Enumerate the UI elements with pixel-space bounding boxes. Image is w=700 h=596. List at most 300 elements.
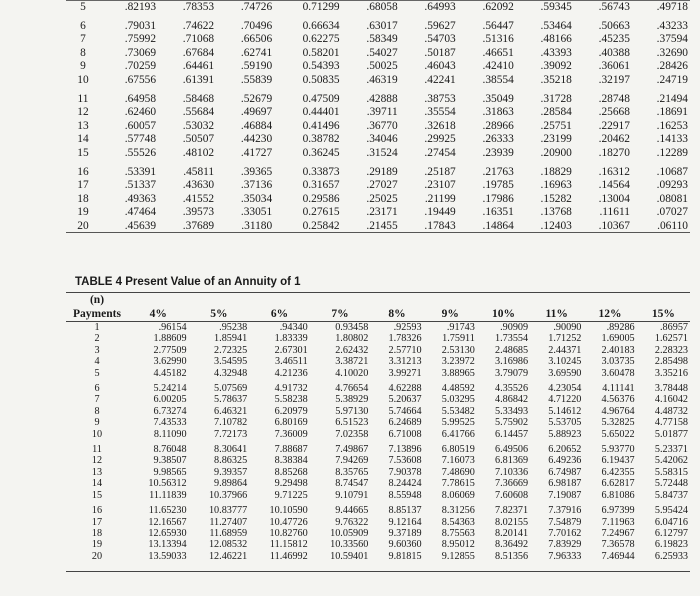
table-row: [66, 147, 690, 161]
value-cell: .91743: [446, 322, 475, 333]
value-cell: 8.36492: [495, 539, 529, 551]
value-cell: .90909: [500, 322, 529, 333]
table-row: [66, 551, 690, 562]
value-cell: 13.59033: [148, 550, 187, 562]
value-cell: .70259: [124, 60, 157, 73]
period-cell: 8: [80, 46, 86, 59]
period-cell: 6: [80, 19, 86, 32]
period-cell: 10: [77, 73, 89, 86]
value-cell: .57748: [124, 133, 157, 146]
value-cell: .35218: [540, 73, 572, 86]
value-cell: .55839: [240, 73, 273, 86]
value-cell: .21763: [482, 165, 514, 178]
table-row: [66, 193, 690, 207]
annuity-table-body: [66, 322, 690, 563]
value-cell: 5.93770: [601, 444, 635, 456]
rate-header: 7%: [310, 307, 371, 322]
value-cell: 4.62288: [388, 383, 422, 395]
value-cell: 7.13896: [388, 444, 422, 456]
rate-header: 6%: [249, 307, 310, 322]
value-cell: 9.39357: [214, 466, 248, 478]
value-cell: 7.82371: [495, 505, 529, 517]
payments-cell: 1: [94, 322, 100, 333]
value-cell: 2.28323: [654, 344, 688, 356]
value-cell: .55684: [182, 106, 215, 119]
value-cell: .33051: [240, 206, 273, 219]
value-cell: 4.76654: [335, 383, 369, 395]
value-cell: 4.23054: [548, 383, 582, 395]
value-cell: 0.50835: [302, 73, 340, 86]
value-cell: 10.47726: [269, 516, 308, 528]
value-cell: 4.91732: [274, 383, 308, 395]
value-cell: .32197: [598, 73, 630, 86]
value-cell: .62092: [482, 1, 514, 13]
value-cell: 6.14457: [495, 428, 529, 440]
table-row: [66, 93, 690, 107]
value-cell: 12.16567: [148, 516, 187, 528]
table-row: [66, 467, 690, 478]
value-cell: 9.37189: [388, 527, 422, 539]
value-cell: .20900: [540, 146, 572, 159]
value-cell: 6.80519: [441, 444, 475, 456]
value-cell: 7.19087: [548, 489, 582, 501]
payments-cell: 14: [91, 478, 103, 490]
value-cell: 2.57710: [388, 344, 422, 356]
table-row: [66, 206, 690, 220]
period-cell: 14: [77, 133, 89, 146]
value-cell: 6.73274: [153, 405, 187, 417]
value-cell: .42888: [366, 92, 398, 105]
rate-header: 8%: [370, 307, 423, 322]
value-cell: .24719: [656, 73, 688, 86]
value-cell: .21455: [366, 219, 398, 232]
value-cell: .46651: [482, 46, 514, 59]
table-row: [66, 33, 690, 47]
value-cell: .45235: [598, 33, 630, 46]
payments-cell: 12: [91, 455, 103, 467]
value-cell: 5.78637: [214, 394, 248, 406]
value-cell: 6.97399: [601, 505, 635, 517]
payments-cell: 15: [91, 489, 103, 501]
value-cell: 2.62432: [335, 344, 369, 356]
table-row: [66, 528, 690, 539]
value-cell: 10.33560: [330, 539, 369, 551]
value-cell: .60057: [124, 119, 157, 132]
value-cell: 5.58315: [654, 466, 688, 478]
value-cell: 6.00205: [153, 394, 187, 406]
value-cell: .25668: [598, 106, 630, 119]
value-cell: .55526: [124, 146, 157, 159]
value-cell: 8.31256: [441, 505, 475, 517]
value-cell: .46043: [424, 60, 456, 73]
value-cell: 5.65022: [601, 428, 635, 440]
value-cell: 7.83929: [548, 539, 582, 551]
value-cell: .25187: [424, 165, 456, 178]
value-cell: 0.44401: [302, 106, 340, 119]
value-cell: 11.11839: [149, 489, 187, 501]
value-cell: .59627: [424, 19, 456, 32]
value-cell: .31524: [366, 146, 398, 159]
value-cell: 5.42062: [654, 455, 688, 467]
value-cell: 4.96764: [601, 405, 635, 417]
value-cell: .64958: [124, 92, 157, 105]
value-cell: .13768: [540, 206, 572, 219]
value-cell: .14564: [598, 179, 630, 192]
header-n: (n): [89, 294, 105, 306]
value-cell: 2.72325: [214, 344, 248, 356]
table-row: [66, 406, 690, 417]
value-cell: 6.20652: [548, 444, 582, 456]
value-cell: 8.35765: [335, 466, 369, 478]
value-cell: .95238: [219, 322, 248, 333]
value-cell: .49697: [240, 106, 273, 119]
value-cell: 1.78326: [388, 333, 422, 345]
value-cell: .64993: [424, 1, 456, 13]
value-cell: 12.08532: [208, 539, 248, 551]
value-cell: 11.15812: [269, 539, 308, 551]
value-cell: .62741: [240, 46, 273, 59]
value-cell: 2.48685: [495, 344, 529, 356]
value-cell: .28426: [656, 60, 688, 73]
value-cell: .19785: [482, 179, 514, 192]
table-row: [66, 74, 690, 88]
value-cell: .13004: [598, 192, 630, 205]
value-cell: .89286: [606, 322, 635, 333]
value-cell: 5.74664: [388, 405, 422, 417]
value-cell: 7.10782: [214, 417, 248, 429]
payments-cell: 13: [91, 466, 103, 478]
value-cell: .35554: [424, 106, 456, 119]
value-cell: 0.25842: [302, 219, 340, 232]
period-cell: 11: [77, 92, 89, 105]
value-cell: .62460: [124, 106, 157, 119]
value-cell: 4.48732: [654, 405, 688, 417]
value-cell: 6.20979: [274, 405, 308, 417]
table-row: [66, 429, 690, 440]
value-cell: 7.78615: [441, 478, 475, 490]
value-cell: 3.03735: [601, 356, 635, 368]
value-cell: .25025: [366, 192, 398, 205]
value-cell: .74726: [240, 1, 273, 13]
value-cell: 11.27407: [209, 516, 248, 528]
value-cell: .46884: [240, 119, 273, 132]
value-cell: 7.36578: [601, 539, 635, 551]
value-cell: 7.11963: [601, 516, 635, 528]
value-cell: 9.12855: [441, 550, 475, 562]
value-cell: 3.99271: [388, 367, 422, 379]
payments-cell: 16: [91, 505, 103, 517]
value-cell: .31863: [482, 106, 514, 119]
value-cell: .51337: [124, 179, 157, 192]
value-cell: 3.79079: [495, 367, 529, 379]
value-cell: 1.62571: [654, 333, 688, 345]
value-cell: 4.45182: [153, 367, 187, 379]
value-cell: 0.29586: [302, 192, 340, 205]
value-cell: 7.10336: [495, 466, 529, 478]
annuity-table-bottom-rule: [66, 571, 690, 572]
value-cell: 10.37966: [208, 489, 248, 501]
table-row: [66, 333, 690, 344]
value-cell: 10.05909: [330, 527, 369, 539]
value-cell: 3.35216: [654, 367, 688, 379]
value-cell: 8.74547: [335, 478, 369, 490]
value-cell: 7.37916: [548, 505, 582, 517]
value-cell: 7.36009: [274, 428, 308, 440]
rate-header: 5%: [189, 307, 250, 322]
value-cell: .82193: [124, 1, 157, 13]
value-cell: 5.01877: [654, 428, 688, 440]
value-cell: 3.62990: [153, 356, 187, 368]
value-cell: 7.53608: [388, 455, 422, 467]
value-cell: .23107: [424, 179, 456, 192]
value-cell: 2.40183: [601, 344, 635, 356]
value-cell: .49363: [124, 192, 157, 205]
value-cell: 3.23972: [441, 356, 475, 368]
value-cell: 11.46992: [269, 550, 308, 562]
value-cell: 9.10791: [335, 489, 369, 501]
value-cell: 9.98565: [153, 466, 187, 478]
value-cell: 1.83339: [274, 333, 308, 345]
value-cell: .54027: [366, 46, 398, 59]
value-cell: .27027: [366, 179, 398, 192]
value-cell: .28584: [540, 106, 572, 119]
value-cell: 10.56312: [148, 478, 187, 490]
payments-cell: 17: [91, 516, 103, 528]
value-cell: .53032: [182, 119, 215, 132]
value-cell: 6.12797: [654, 527, 688, 539]
period-cell: 15: [77, 146, 89, 159]
value-cell: .16963: [540, 179, 572, 192]
value-cell: .59190: [240, 60, 273, 73]
table-row: [66, 60, 690, 74]
value-cell: .40388: [598, 46, 630, 59]
value-cell: 5.53705: [548, 417, 582, 429]
rate-header: 10%: [477, 307, 530, 322]
value-cell: .47464: [124, 206, 157, 219]
table-row: [66, 394, 690, 405]
value-cell: .31728: [540, 92, 572, 105]
period-cell: 7: [80, 33, 86, 46]
value-cell: 8.85137: [388, 505, 422, 517]
value-cell: 4.32948: [214, 367, 248, 379]
value-cell: 8.76048: [153, 444, 187, 456]
value-cell: .39711: [366, 106, 398, 119]
period-cell: 5: [80, 1, 86, 13]
value-cell: .23939: [482, 146, 514, 159]
value-cell: 5.88923: [548, 428, 582, 440]
value-cell: .28748: [598, 92, 630, 105]
table-row: [66, 455, 690, 466]
value-cell: 9.60360: [388, 539, 422, 551]
rate-header: 12%: [583, 307, 636, 322]
payments-cell: 9: [94, 417, 100, 429]
value-cell: .22917: [598, 119, 630, 132]
table-row: [66, 490, 690, 501]
value-cell: 5.23371: [654, 444, 688, 456]
value-cell: .44230: [240, 133, 273, 146]
value-cell: 5.53482: [441, 405, 475, 417]
value-cell: .21199: [424, 192, 456, 205]
value-cell: 5.58238: [274, 394, 308, 406]
value-cell: 2.67301: [274, 344, 308, 356]
table-row: [66, 356, 690, 367]
value-cell: .43233: [656, 19, 688, 32]
value-cell: 9.81815: [388, 550, 422, 562]
value-cell: 8.95012: [441, 539, 475, 551]
value-cell: .67684: [182, 46, 215, 59]
value-cell: 11.68959: [209, 527, 248, 539]
value-cell: .09293: [656, 179, 688, 192]
payments-cell: 2: [94, 333, 100, 345]
period-cell: 12: [77, 106, 89, 119]
value-cell: 5.72448: [654, 478, 688, 490]
value-cell: 6.19437: [601, 455, 635, 467]
value-cell: 9.71225: [274, 489, 308, 501]
rate-header: 15%: [637, 307, 690, 322]
value-cell: 6.41766: [441, 428, 475, 440]
value-cell: .50507: [182, 133, 215, 146]
value-cell: 3.69590: [548, 367, 582, 379]
value-cell: .42241: [424, 73, 456, 86]
value-cell: 7.48690: [441, 466, 475, 478]
rate-header: 4%: [128, 307, 189, 322]
value-cell: 10.59401: [330, 550, 369, 562]
value-cell: 8.02155: [495, 516, 529, 528]
value-cell: .66506: [240, 33, 273, 46]
value-cell: 4.35526: [495, 383, 529, 395]
value-cell: 5.33493: [495, 405, 529, 417]
value-cell: .41552: [182, 192, 215, 205]
value-cell: 7.16073: [441, 455, 475, 467]
value-cell: .29189: [366, 165, 398, 178]
value-cell: 4.16042: [654, 394, 688, 406]
value-cell: 2.85498: [654, 356, 688, 368]
value-cell: .68058: [366, 1, 398, 13]
value-cell: .59345: [540, 1, 572, 13]
value-cell: 6.80169: [274, 417, 308, 429]
value-cell: 0.38782: [302, 133, 340, 146]
value-cell: .23199: [540, 133, 572, 146]
value-cell: .42410: [482, 60, 514, 73]
value-cell: 2.53130: [441, 344, 475, 356]
value-cell: 10.10590: [269, 505, 308, 517]
value-cell: 0.27615: [302, 206, 340, 219]
value-cell: .63017: [366, 19, 398, 32]
value-cell: 9.38507: [153, 455, 187, 467]
value-cell: .90090: [553, 322, 582, 333]
value-cell: .51316: [482, 33, 514, 46]
value-cell: 4.10020: [335, 367, 369, 379]
value-cell: .34046: [366, 133, 398, 146]
value-cell: 7.02358: [335, 428, 369, 440]
table-row: [66, 539, 690, 550]
value-cell: .29925: [424, 133, 456, 146]
value-cell: 5.38929: [335, 394, 369, 406]
value-cell: 8.54363: [441, 516, 475, 528]
value-cell: 7.96333: [548, 550, 582, 562]
value-cell: .38554: [482, 73, 514, 86]
value-cell: .45811: [183, 165, 215, 178]
value-cell: .27454: [424, 146, 456, 159]
value-cell: .58468: [182, 92, 215, 105]
value-cell: .12289: [656, 146, 688, 159]
value-cell: 6.42355: [601, 466, 635, 478]
value-cell: 9.89864: [214, 478, 248, 490]
value-cell: 11.65230: [148, 505, 187, 517]
value-cell: 1.69005: [601, 333, 635, 345]
value-cell: .12403: [540, 219, 572, 232]
value-cell: .58349: [366, 33, 398, 46]
payments-cell: 7: [94, 394, 100, 406]
value-cell: 7.88687: [274, 444, 308, 456]
value-cell: 5.32825: [601, 417, 635, 429]
payments-cell: 8: [94, 405, 100, 417]
value-cell: .35049: [482, 92, 514, 105]
value-cell: 6.74987: [548, 466, 582, 478]
payments-cell: 3: [94, 344, 100, 356]
value-cell: 9.44665: [335, 505, 369, 517]
payments-cell: 19: [91, 539, 103, 551]
value-cell: .43630: [182, 179, 215, 192]
period-cell: 19: [77, 206, 89, 219]
value-cell: .73069: [124, 46, 157, 59]
value-cell: 1.73554: [495, 333, 529, 345]
value-cell: .20462: [598, 133, 630, 146]
value-cell: 2.44371: [548, 344, 582, 356]
value-cell: .14133: [656, 133, 688, 146]
value-cell: .50025: [366, 60, 398, 73]
table-row: [66, 505, 690, 516]
value-cell: .86957: [659, 322, 688, 333]
value-cell: 5.97130: [335, 405, 369, 417]
value-cell: 5.07569: [214, 383, 248, 395]
table-row: [66, 322, 690, 334]
value-cell: 7.49867: [335, 444, 369, 456]
annuity-table: [66, 292, 690, 575]
value-cell: 7.72173: [214, 428, 248, 440]
value-cell: .78353: [182, 1, 215, 13]
table-row: [66, 517, 690, 528]
value-cell: .39092: [540, 60, 572, 73]
value-cell: 0.36245: [302, 146, 340, 159]
value-cell: 7.43533: [153, 417, 187, 429]
value-cell: 7.54879: [548, 516, 582, 528]
value-cell: .48166: [540, 33, 572, 46]
table-row: [66, 133, 690, 147]
value-cell: 3.16986: [495, 356, 529, 368]
period-cell: 18: [77, 192, 89, 205]
value-cell: .10687: [656, 165, 688, 178]
value-cell: .16312: [598, 165, 630, 178]
table-row: [66, 478, 690, 489]
value-cell: .53391: [124, 165, 157, 178]
value-cell: 8.24424: [388, 478, 422, 490]
period-cell: 16: [77, 165, 89, 178]
value-cell: 8.55948: [388, 489, 422, 501]
value-cell: .16253: [656, 119, 688, 132]
value-cell: 5.24214: [153, 383, 187, 395]
rate-header: 11%: [530, 307, 583, 322]
value-cell: 10.82760: [269, 527, 308, 539]
value-cell: 13.13394: [148, 539, 187, 551]
value-cell: .45639: [124, 219, 157, 232]
table-row: [66, 166, 690, 180]
value-cell: .36770: [366, 119, 398, 132]
value-cell: 6.71008: [388, 428, 422, 440]
value-cell: 3.31213: [388, 356, 422, 368]
top-table-body: [66, 1, 690, 234]
value-cell: .46319: [366, 73, 398, 86]
